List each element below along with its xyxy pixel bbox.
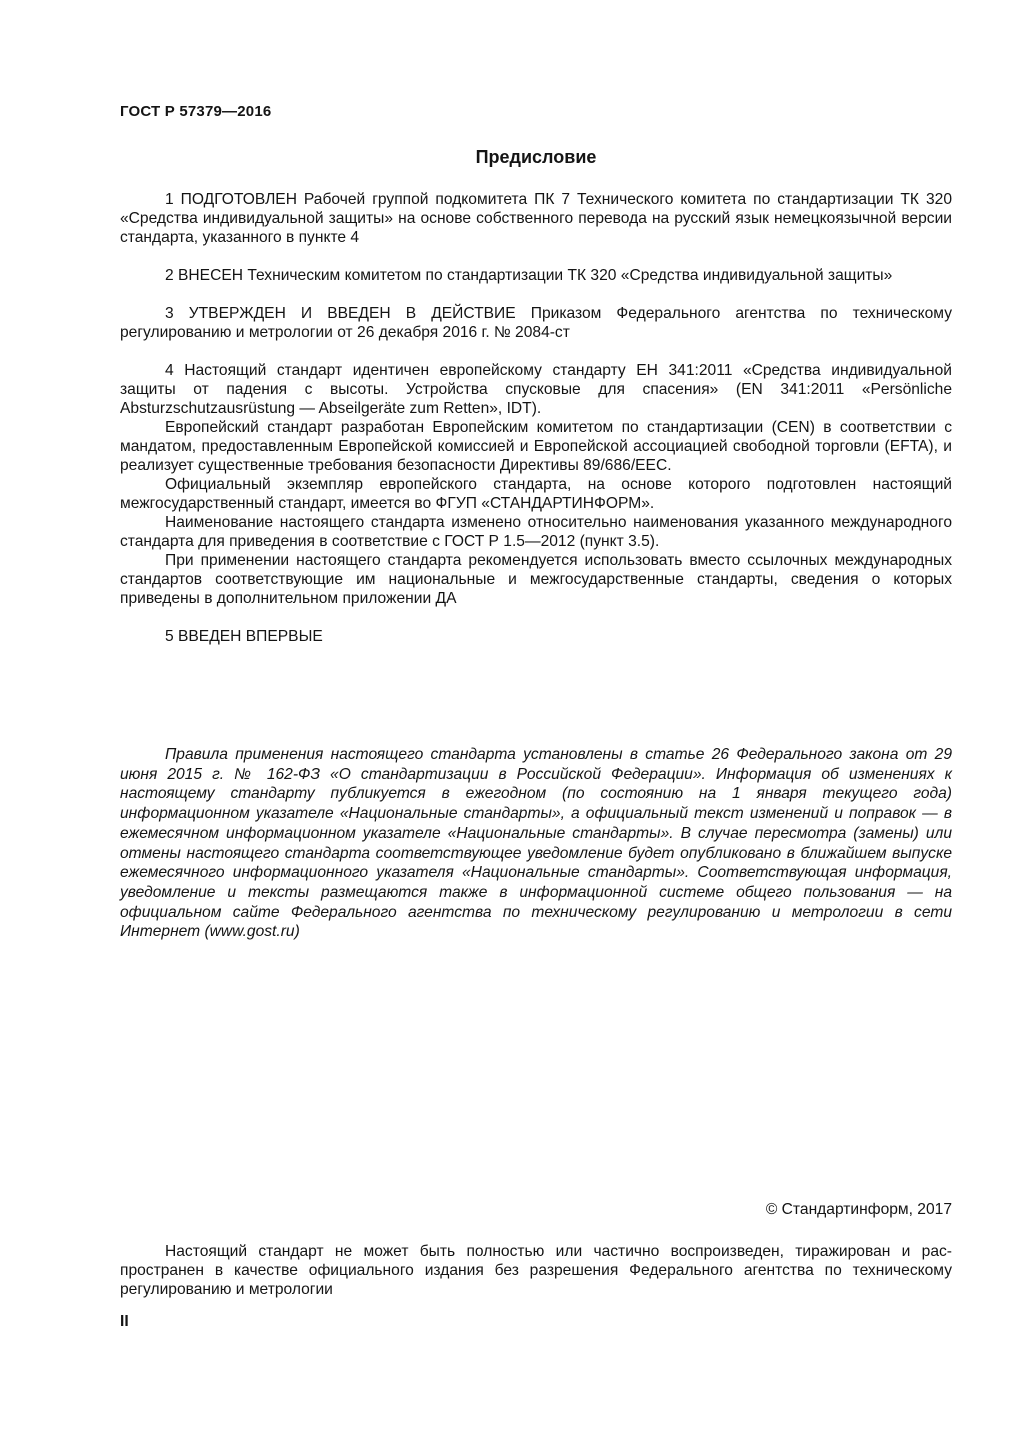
preface-item-2 bbox=[120, 266, 952, 285]
paragraph: 4 Настоящий стандарт идентичен европейскому стандарту ЕН 341:2011 «Средства индивидуальной защиты от падения с высоты. Устройства спусковые для спасения» (EN 341:2011 «Persönliche Absturzschutzausrüstung — Abseilgeräte zum Retten», IDT). bbox=[120, 362, 952, 417]
paragraph: 5 ВВЕДЕН ВПЕРВЫЕ bbox=[165, 628, 323, 645]
copyright-line: © Стандартинформ, 2017 bbox=[765, 1201, 952, 1218]
paragraph: 2 ВНЕСЕН Техническим комитетом по стандартизации ТК 320 «Средства индивидуальной защиты» bbox=[165, 267, 893, 284]
page-title: Предисловие bbox=[475, 147, 597, 167]
paragraph: При применении настоящего стандарта рекомендуется использовать вместо ссылочных международных стандартов соответствующие им национальные и межгосударственные стандарты, сведения о которых приведены в дополнительном приложении ДА bbox=[120, 552, 952, 607]
application-rules-notice: Правила применения настоящего стандарта установлены в статье 26 Федерального закона от 29 июня 2015 г. № 162-ФЗ «О стандартизации в Российской Федерации». Информация об изменениях к настоящему стандарту публикуется в ежегодном (по состоянию на 1 января текущего года) информационном указателе «Национальные стандарты», а официальный текст изменений и поправок — в ежемесячном информационном указателе «Национальные стандарты». В случае пересмотра (замены) или отмены настоящего стандарта соответствующее уведомление будет опубликовано в ближайшем выпуске ежемесячного информационного указателя «Национальные стандарты». Соответствующая информация, уведомление и тексты размещаются также в информационной системе общего пользования — на официальном сайте Федерального агентства по техническому регулированию и метрологии в сети Интернет (www.gost.ru) bbox=[120, 746, 952, 941]
copyright-notice: Настоящий стандарт не может быть полностью или частично воспроизведен, тиражирован и распространен в качестве официального издания без разрешения Федерального агентства по техническому регулированию и метрологии bbox=[120, 1243, 952, 1298]
paragraph: 3 УТВЕРЖДЕН И ВВЕДЕН В ДЕЙСТВИЕ Приказом Федерального агентства по техническому регулированию и метрологии от 26 декабря 2016 г. № 2084-ст bbox=[120, 305, 952, 341]
paragraph: Европейский стандарт разработан Европейским комитетом по стандартизации (CEN) в соответствии с мандатом, предоставленным Европейской комиссией и Европейской ассоциацией свободной торговли (EFTA), и реализует существенные требования безопасности Директивы 89/686/ЕЕС. bbox=[120, 419, 952, 474]
preface-item-3 bbox=[120, 304, 952, 342]
paragraph: 1 ПОДГОТОВЛЕН Рабочей группой подкомитета ПК 7 Технического комитета по стандартизации ТК 320 «Средства индивидуальной защиты» на основе собственного перевода на русский язык немецкоязычной версии стандарта, указанного в пункте 4 bbox=[120, 191, 952, 246]
document-code: ГОСТ Р 57379—2016 bbox=[120, 103, 272, 120]
preface-item-5 bbox=[120, 627, 952, 646]
paragraph: Официальный экземпляр европейского стандарта, на основе которого подготовлен настоящий межгосударственный стандарт, имеется во ФГУП «СТАНДАРТИНФОРМ». bbox=[120, 476, 952, 512]
page-number: II bbox=[120, 1313, 129, 1330]
preface-body bbox=[120, 190, 952, 665]
paragraph: Наименование настоящего стандарта изменено относительно наименования указанного международного стандарта для приведения в соответствие с ГОСТ Р 1.5—2012 (пункт 3.5). bbox=[120, 514, 952, 550]
preface-item-4 bbox=[120, 361, 952, 608]
preface-item-1 bbox=[120, 190, 952, 247]
